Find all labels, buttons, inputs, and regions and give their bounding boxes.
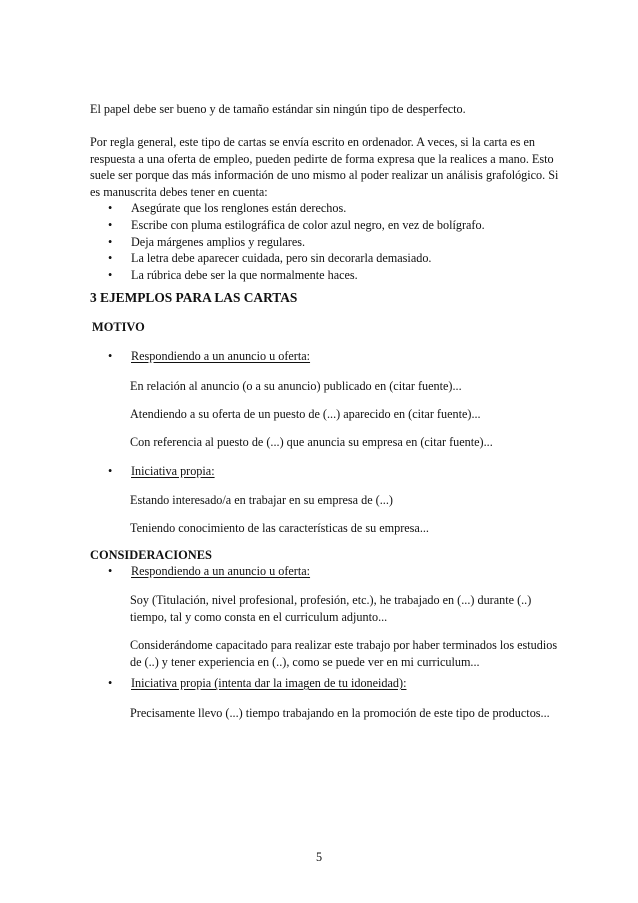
list-item-consideraciones-respondiendo <box>108 563 560 580</box>
list-item <box>108 234 560 251</box>
paragraph-line: suele ser porque das más información de uno mismo al poder realizar un análisis grafológico. Si <box>90 168 559 183</box>
example-phrase: En relación al anuncio (o a su anuncio) publicado en (citar fuente)... <box>130 379 462 393</box>
bullet-icon: • <box>108 235 113 249</box>
example-phrase: Atendiendo a su oferta de un puesto de (...) aparecido en (citar fuente)... <box>130 407 481 421</box>
paragraph-line: Soy (Titulación, nivel profesional, profesión, etc.), he trabajado en (...) durante (..) <box>130 593 532 607</box>
list-item-text: La rúbrica debe ser la que normalmente haces. <box>131 268 358 282</box>
bullet-icon: • <box>108 464 113 478</box>
list-item-label: Respondiendo a un anuncio u oferta: <box>131 564 311 578</box>
list-item-label: Iniciativa propia: <box>131 464 215 478</box>
list-item-label: Iniciativa propia (intenta dar la imagen de tu idoneidad): <box>131 676 407 690</box>
list-item-text: Deja márgenes amplios y regulares. <box>131 235 306 249</box>
consideraciones-heading: CONSIDERACIONES <box>90 548 212 562</box>
example-paragraph <box>130 592 560 625</box>
paragraph-general-rule <box>90 134 560 200</box>
list-item-motivo-iniciativa <box>108 463 560 480</box>
list-item <box>108 217 560 234</box>
list-item <box>108 250 560 267</box>
paragraph-line: de (..) y tener experiencia en (..), como se puede ver en mi curriculum... <box>130 654 480 669</box>
paragraph-line: tiempo, tal y como consta en el curriculum adjunto... <box>130 609 388 624</box>
example-paragraph <box>130 637 560 670</box>
list-item-motivo-respondiendo <box>108 348 560 365</box>
page-number: 5 <box>315 850 323 864</box>
bullet-icon: • <box>108 268 113 282</box>
paragraph-line: respuesta a una oferta de empleo, pueden pedirte de forma expresa que la realices a mano. Esto <box>90 151 554 166</box>
paragraph-line: Considerándome capacitado para realizar este trabajo por haber terminados los estudios <box>130 638 558 652</box>
example-phrase: Precisamente llevo (...) tiempo trabajando en la promoción de este tipo de productos... <box>130 706 550 720</box>
list-item <box>108 267 560 284</box>
section-heading: 3 EJEMPLOS PARA LAS CARTAS <box>90 290 298 305</box>
paragraph-paper-quality: El papel debe ser bueno y de tamaño estándar sin ningún tipo de desperfecto. <box>90 102 466 116</box>
paragraph-line: Por regla general, este tipo de cartas se envía escrito en ordenador. A veces, si la carta es en <box>90 135 535 149</box>
bullet-icon: • <box>108 218 113 232</box>
list-item-consideraciones-iniciativa <box>108 675 560 692</box>
bullet-icon: • <box>108 251 113 265</box>
bullet-icon: • <box>108 564 113 578</box>
bullet-icon: • <box>108 676 113 690</box>
list-item-label: Respondiendo a un anuncio u oferta: <box>131 349 311 363</box>
bullet-icon: • <box>108 349 113 363</box>
list-item-text: La letra debe aparecer cuidada, pero sin decorarla demasiado. <box>131 251 432 265</box>
example-phrase: Con referencia al puesto de (...) que anuncia su empresa en (citar fuente)... <box>130 435 493 449</box>
bullet-icon: • <box>108 201 113 215</box>
paragraph-line: es manuscrita debes tener en cuenta: <box>90 184 268 199</box>
example-phrase: Estando interesado/a en trabajar en su empresa de (...) <box>130 493 393 507</box>
motivo-heading: MOTIVO <box>92 320 145 334</box>
list-item <box>108 200 560 217</box>
list-item-text: Asegúrate que los renglones están derechos. <box>131 201 347 215</box>
list-item-text: Escribe con pluma estilográfica de color azul negro, en vez de bolígrafo. <box>131 218 485 232</box>
example-phrase: Teniendo conocimiento de las características de su empresa... <box>130 521 429 535</box>
